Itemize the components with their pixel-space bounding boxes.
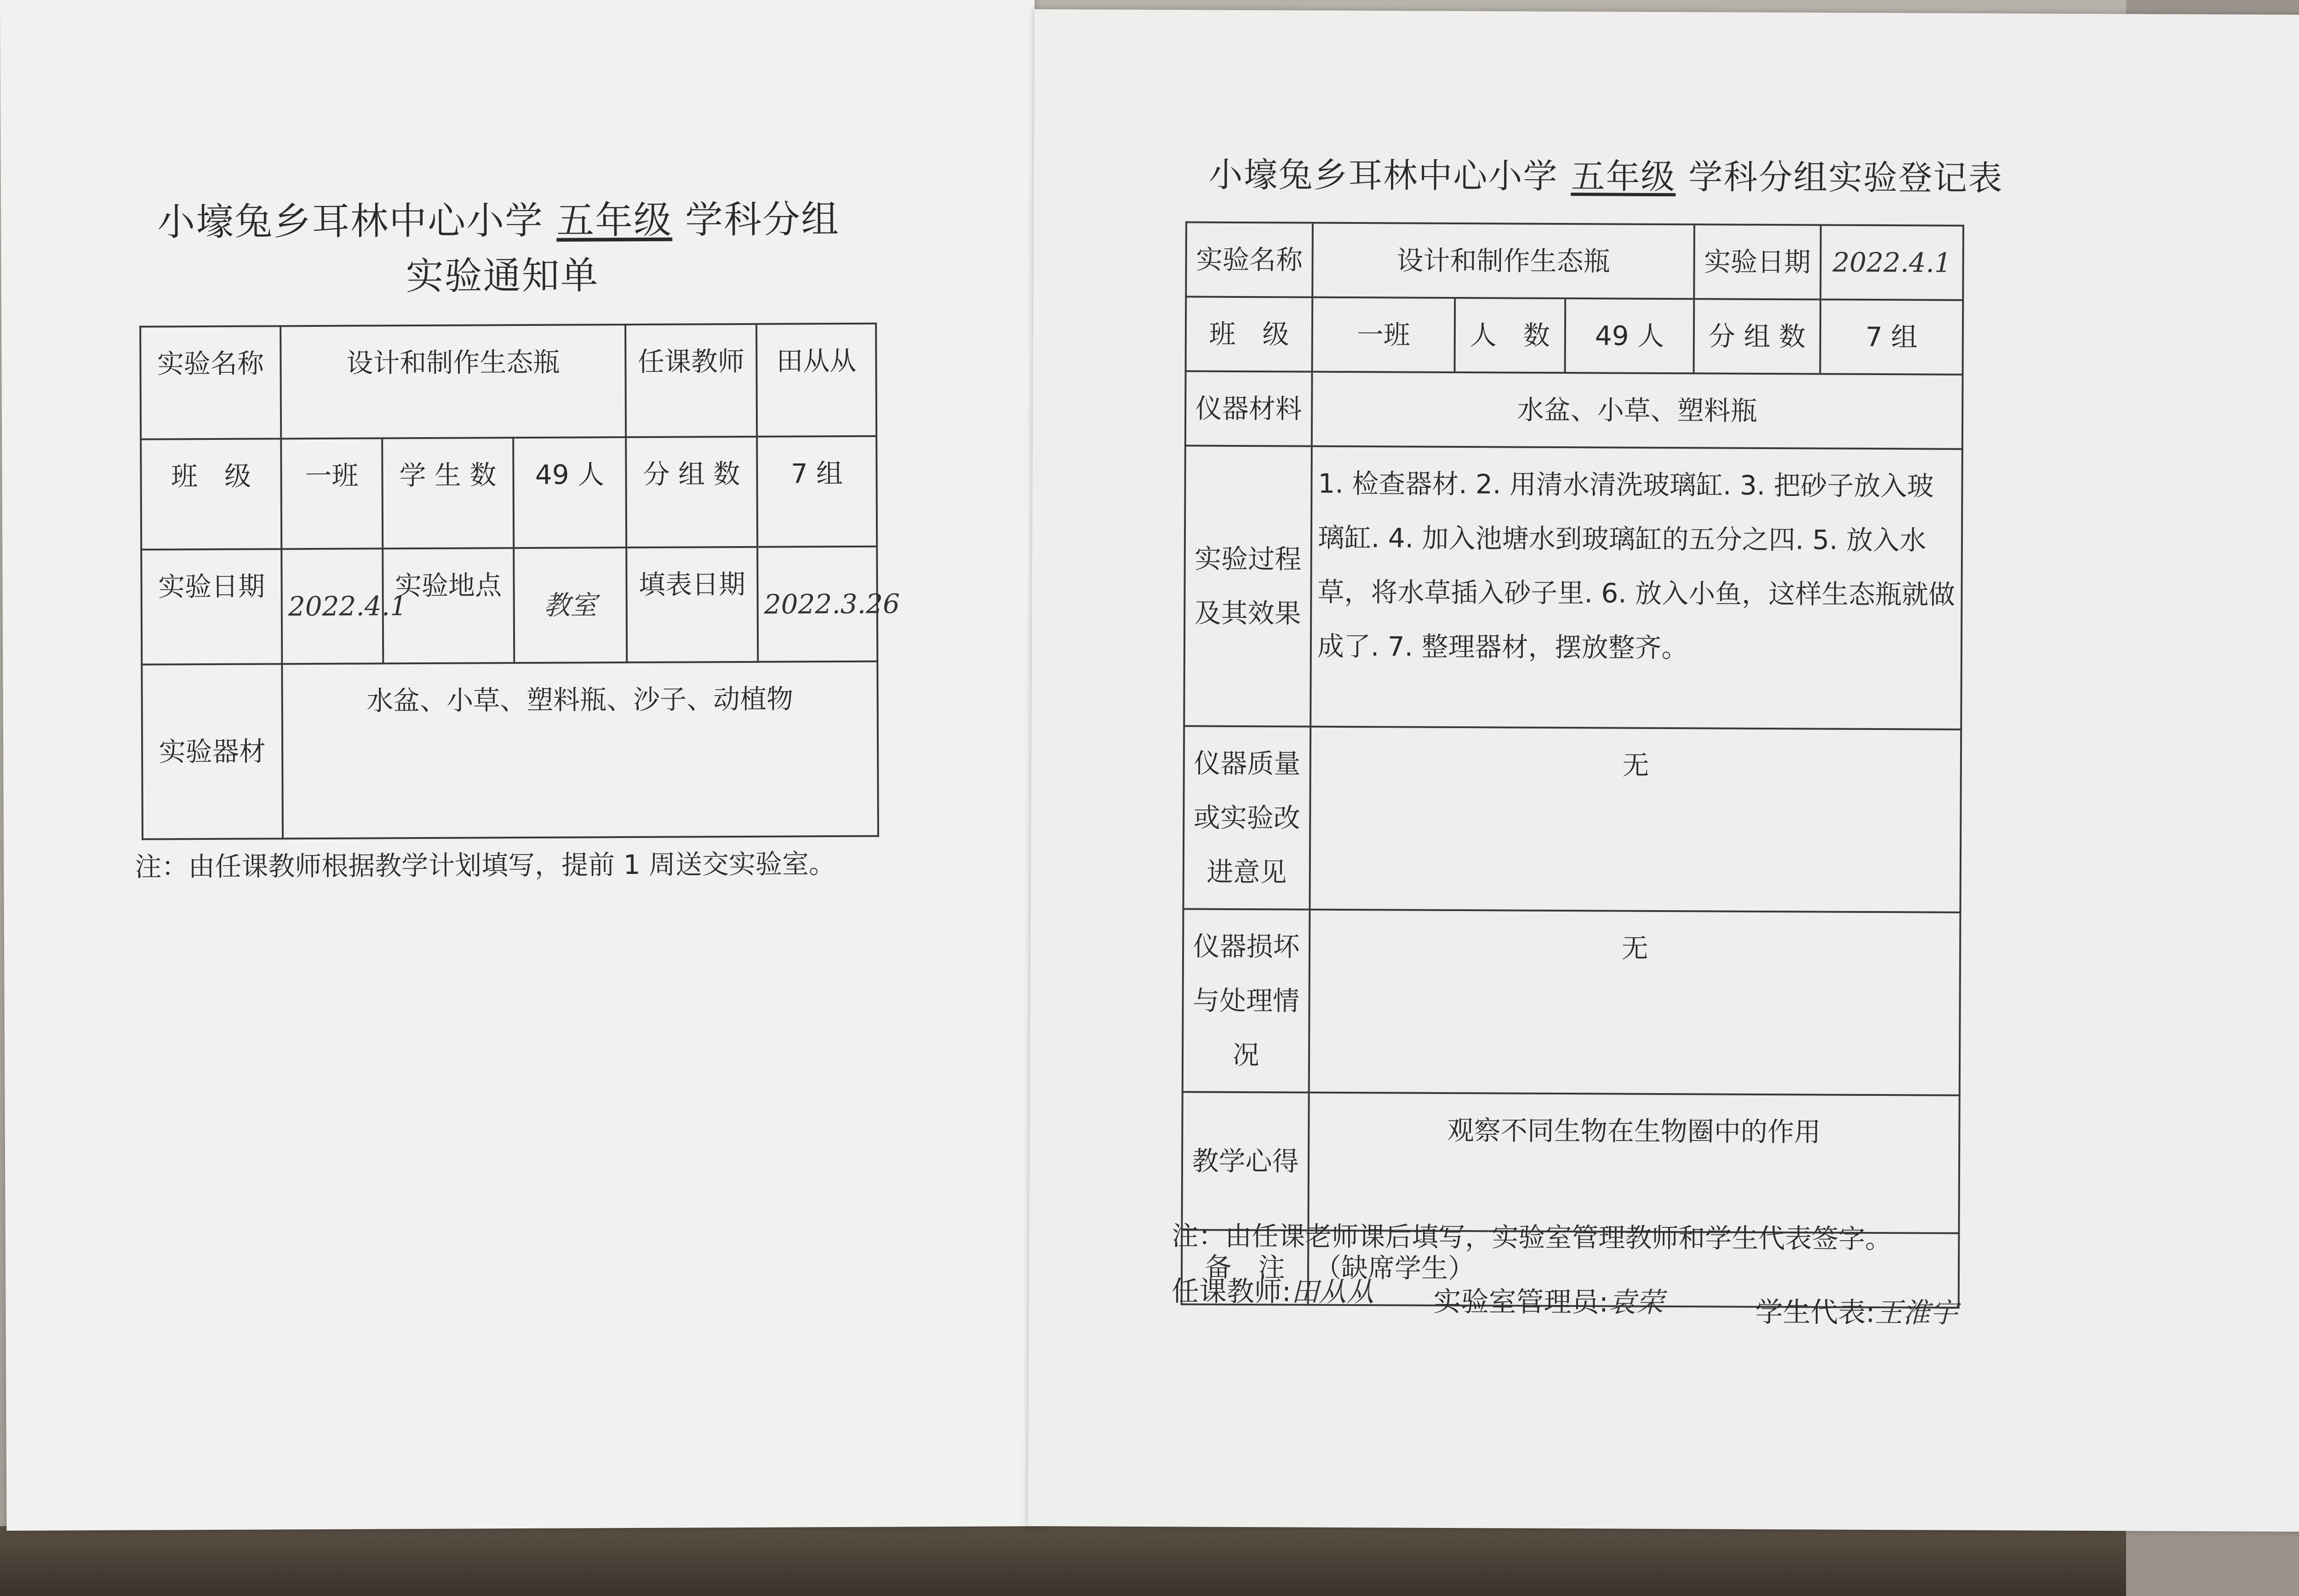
notice-sheet: [0, 0, 1041, 1531]
register-label-class: 班 级: [1186, 296, 1313, 371]
register-value-insight: 观察不同生物在生物圈中的作用: [1308, 1093, 1959, 1233]
notice-row-name: [140, 324, 876, 439]
notice-label-materials: 实验器材: [142, 664, 283, 839]
admin-signature: 袁荣: [1608, 1286, 1664, 1319]
register-label-remarks: 备 注: [1182, 1230, 1309, 1305]
notice-value-teacher: 田从从: [756, 324, 876, 437]
notice-label-fill-date: 填表日期: [626, 547, 758, 662]
notice-label-exp-date: 实验日期: [141, 549, 282, 664]
notice-value-exp-date: 2022.4.1: [281, 548, 383, 664]
register-value-class: 一班: [1312, 297, 1455, 372]
register-value-process: 1. 检查器材. 2. 用清水清洗玻璃缸. 3. 把砂子放入玻璃缸. 4. 加入池塘水到玻璃缸的五分之四. 5. 放入水草，将水草插入砂子里. 6. 放入小鱼，这样生态瓶就做成了. 7. 整理器材，摆放整齐。: [1310, 446, 1962, 730]
register-value-remarks: （缺席学生）: [1308, 1231, 1959, 1308]
notice-value-class: 一班: [281, 438, 383, 549]
register-value-exp-date: 2022.4.1: [1820, 225, 1963, 300]
register-label-insight: 教学心得: [1182, 1092, 1309, 1230]
notice-value-students: 49 人: [513, 437, 626, 548]
notice-title-grade: 五年级: [556, 198, 673, 243]
notice-value-materials: 水盆、小草、塑料瓶、沙子、动植物: [282, 661, 878, 839]
register-table: [1181, 221, 1964, 1308]
notice-label-exp-name: 实验名称: [140, 326, 281, 439]
register-note: 注：由任课老师课后填写，实验室管理教师和学生代表签字。: [1172, 1220, 1892, 1255]
register-signature-student: [1755, 1290, 1958, 1331]
notice-label-groups: 分 组 数: [626, 437, 757, 547]
notice-title-school: 小壕兔乡耳林中心小学: [157, 199, 544, 245]
register-row-name: [1186, 222, 1963, 300]
register-label-exp-name: 实验名称: [1186, 222, 1313, 297]
notice-row-date: [141, 547, 877, 665]
teacher-signature: 田从从: [1291, 1276, 1374, 1309]
register-row-quality: [1183, 726, 1961, 912]
notice-table: [139, 323, 900, 840]
register-title-school: 小壕兔乡耳林中心小学: [1208, 155, 1558, 196]
register-value-people: 49 人: [1565, 298, 1694, 373]
notice-row-class: [141, 436, 877, 550]
register-signature-teacher: [1172, 1269, 1374, 1310]
register-title: [1208, 148, 2003, 200]
notice-label-class: 班 级: [141, 439, 281, 549]
notice-note: 注：由任课教师根据教学计划填写，提前 1 周送交实验室。: [135, 848, 836, 883]
register-value-instruments: 水盆、小草、塑料瓶: [1312, 372, 1963, 449]
register-label-exp-date: 实验日期: [1694, 224, 1821, 299]
register-value-groups: 7 组: [1820, 299, 1963, 374]
notice-label-location: 实验地点: [383, 548, 514, 663]
register-row-damage: [1183, 909, 1961, 1095]
notice-title-line2: 实验通知单: [406, 254, 599, 299]
register-signature-admin: [1434, 1280, 1664, 1320]
notice-row-materials: [142, 661, 878, 839]
register-label-groups: 分 组 数: [1694, 299, 1821, 374]
student-signature: 王淮宇: [1875, 1297, 1958, 1329]
notice-value-groups: 7 组: [757, 436, 877, 547]
register-label-process: 实验过程及其效果: [1184, 445, 1312, 726]
register-value-quality: 无: [1310, 727, 1961, 912]
register-label-instruments: 仪器材料: [1185, 371, 1312, 446]
register-row-process: [1184, 445, 1962, 729]
notice-value-location: 教室: [514, 547, 627, 663]
register-label-damage: 仪器损坏与处理情况: [1183, 909, 1310, 1092]
admin-sig-label: 实验室管理员:: [1433, 1285, 1609, 1319]
register-label-quality: 仪器质量或实验改进意见: [1183, 726, 1310, 909]
register-label-people: 人 数: [1455, 298, 1566, 373]
register-title-suffix: 学科分组实验登记表: [1688, 157, 2003, 199]
student-sig-label: 学生代表:: [1755, 1296, 1876, 1329]
register-row-instruments: [1185, 371, 1963, 449]
notice-value-exp-name: 设计和制作生态瓶: [280, 325, 626, 439]
notice-title-suffix: 学科分组: [685, 198, 840, 242]
register-row-insight: [1182, 1092, 1959, 1233]
notice-label-teacher: 任课教师: [625, 324, 757, 437]
notice-title-line1: [157, 189, 840, 246]
register-value-damage: 无: [1309, 910, 1961, 1095]
register-row-class: [1186, 296, 1963, 374]
register-value-exp-name: 设计和制作生态瓶: [1312, 223, 1694, 299]
register-sheet: [1028, 9, 2299, 1535]
register-title-grade: 五年级: [1571, 157, 1676, 197]
notice-value-fill-date: 2022.3.26: [757, 547, 877, 662]
teacher-sig-label: 任课教师:: [1171, 1275, 1292, 1308]
desk-edge: [0, 1526, 2126, 1596]
notice-label-students: 学 生 数: [382, 438, 514, 548]
